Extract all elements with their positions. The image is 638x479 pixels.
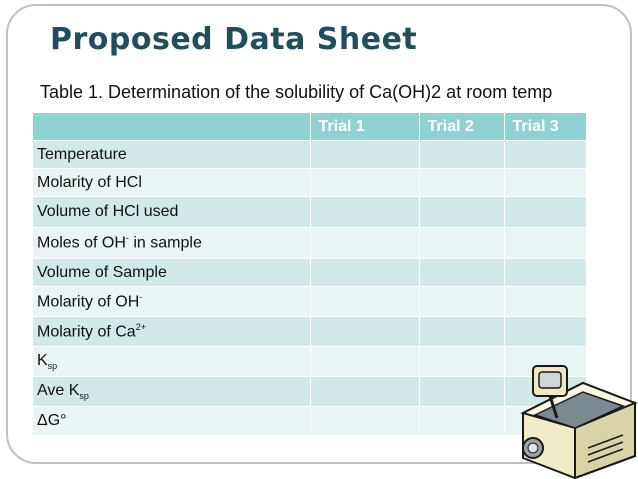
table-row	[33, 228, 586, 259]
overhead-projector-icon	[513, 358, 638, 479]
table-row	[33, 141, 586, 169]
table-row	[33, 169, 586, 197]
table-cell	[504, 228, 586, 259]
row-label	[33, 287, 310, 317]
row-label-superscript: -	[125, 233, 129, 244]
table-row	[33, 407, 586, 436]
table-cell	[504, 141, 586, 169]
row-label	[33, 141, 310, 169]
table-header-row	[33, 113, 586, 141]
row-label-text: Molarity of OH	[37, 293, 140, 311]
data-table	[33, 113, 587, 436]
table-cell	[504, 317, 586, 347]
table-cell	[419, 169, 504, 197]
row-label-superscript: 2+	[135, 321, 146, 332]
table-cell	[310, 197, 419, 228]
table-cell	[419, 377, 504, 407]
row-label-text: K	[37, 351, 48, 369]
table-cell	[310, 407, 419, 436]
row-label-text: Molarity of HCl	[37, 173, 142, 191]
row-label-superscript: -	[139, 291, 143, 302]
row-label-suffix: in sample	[128, 234, 202, 252]
table-row	[33, 259, 586, 287]
table-cell	[310, 317, 419, 347]
table-cell	[504, 197, 586, 228]
table-cell	[310, 141, 419, 169]
table-caption: Table 1. Determination of the solubility of Ca(OH)2 at room temp	[40, 82, 553, 102]
row-label	[33, 259, 310, 287]
table-cell	[310, 259, 419, 287]
row-label-text: Moles of OH	[37, 234, 126, 252]
row-label-text: Ave K	[37, 381, 80, 399]
table-cell	[419, 197, 504, 228]
row-label	[33, 317, 310, 347]
header-cell-trial-3: Trial 3	[504, 113, 586, 141]
table-cell	[419, 317, 504, 347]
table-row	[33, 197, 586, 228]
header-cell-label	[33, 113, 310, 141]
row-label	[33, 407, 310, 436]
row-label	[33, 228, 310, 259]
table-row	[33, 317, 586, 347]
row-label-text: Temperature	[37, 145, 127, 163]
row-label	[33, 169, 310, 197]
row-label-subscript: sp	[79, 391, 89, 402]
row-label-text: Volume of Sample	[37, 263, 167, 281]
table-cell	[504, 169, 586, 197]
table-row	[33, 287, 586, 317]
row-label-text: Molarity of Ca	[37, 323, 136, 341]
table-cell	[419, 141, 504, 169]
row-label-subscript: sp	[47, 361, 58, 372]
row-label	[33, 197, 310, 228]
table-cell	[310, 287, 419, 317]
header-cell-trial-1: Trial 1	[310, 113, 419, 141]
table-cell	[504, 287, 586, 317]
table-cell	[310, 169, 419, 197]
table-cell	[419, 287, 504, 317]
table-cell	[419, 347, 504, 377]
table-row	[33, 377, 586, 407]
table-cell	[419, 407, 504, 436]
page-title: Proposed Data Sheet	[50, 22, 418, 57]
table-cell	[310, 228, 419, 259]
table-cell	[310, 377, 419, 407]
table-cell	[419, 228, 504, 259]
row-label-text: Volume of HCl used	[37, 203, 179, 220]
table-row	[33, 347, 586, 377]
table-cell	[310, 347, 419, 377]
table-cell	[504, 259, 586, 287]
header-cell-trial-2: Trial 2	[419, 113, 504, 141]
row-label	[33, 347, 310, 377]
row-label-text: ΔG°	[37, 412, 67, 429]
table-cell	[419, 259, 504, 287]
row-label	[33, 377, 310, 407]
